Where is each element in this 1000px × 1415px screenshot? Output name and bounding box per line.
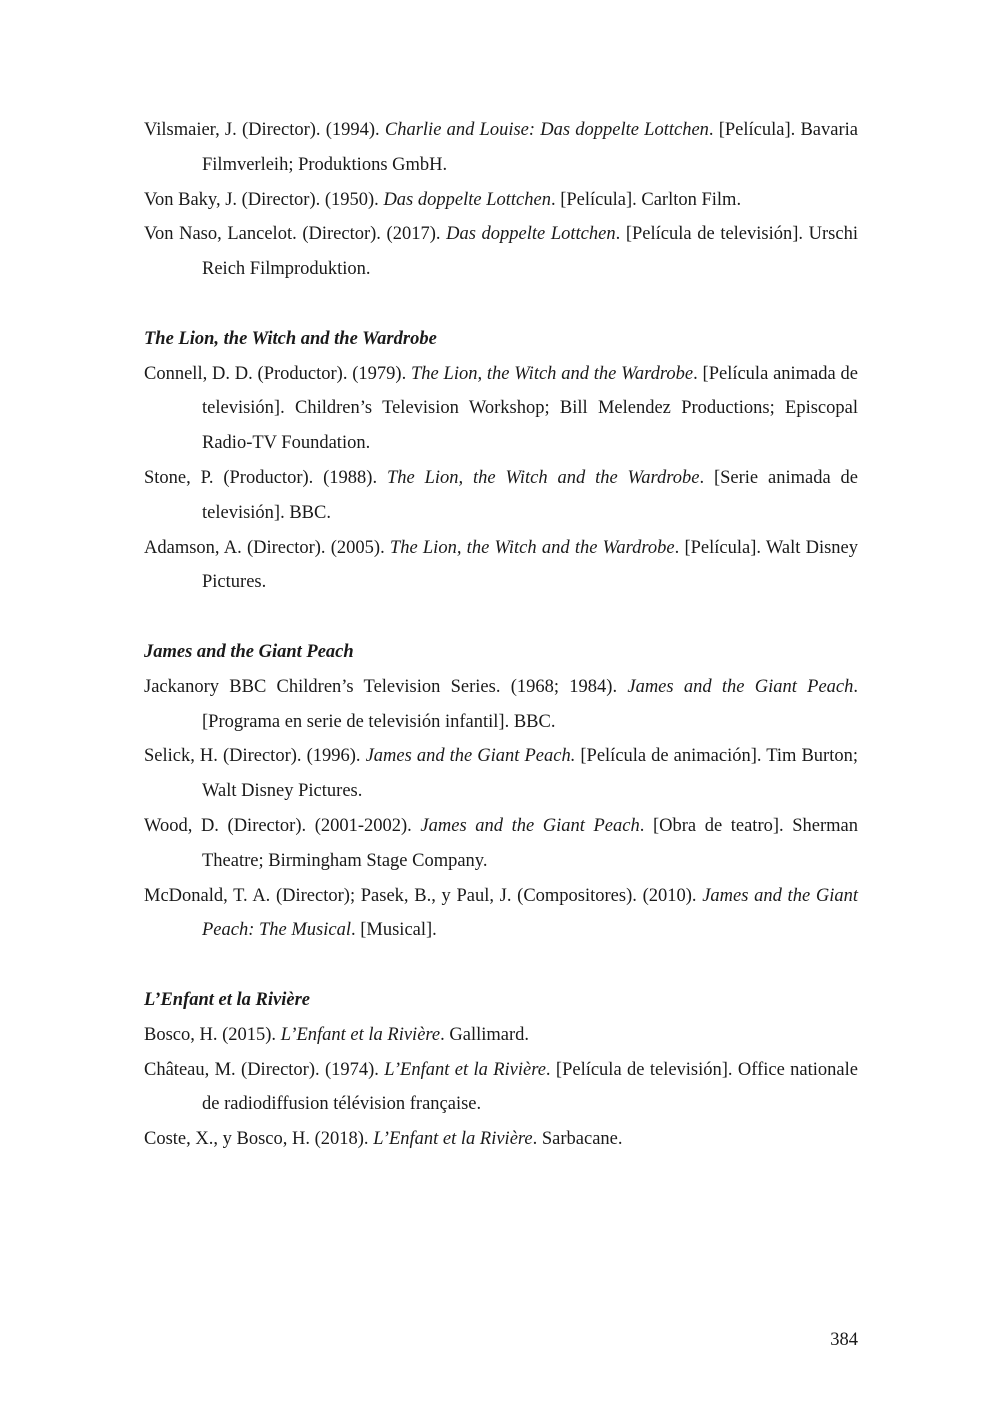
reference-entry: Vilsmaier, J. (Director). (1994). Charlie and Louise: Das doppelte Lottchen. [Película]. Bavaria Filmverleih; Produktions GmbH.	[144, 120, 858, 175]
section-lion-witch-wardrobe	[144, 322, 858, 600]
page-number: 384	[830, 1330, 858, 1350]
reference-entry: Connell, D. D. (Productor). (1979). The Lion, the Witch and the Wardrobe. [Película animada de televisión]. Children’s Television Workshop; Bill Melendez Productions; Episcopal Radio-TV Foundation.	[144, 363, 858, 454]
reference-entry: Jackanory BBC Children’s Television Series. (1968; 1984). James and the Giant Peach. [Programa en serie de televisión infantil]. BBC.	[144, 676, 858, 732]
reference-entry: Stone, P. (Productor). (1988). The Lion, the Witch and the Wardrobe. [Serie animada de televisión]. BBC.	[144, 467, 859, 523]
reference-entry: Adamson, A. (Director). (2005). The Lion, the Witch and the Wardrobe. [Película]. Walt Disney Pictures.	[144, 537, 858, 593]
section-james-giant-peach	[144, 635, 858, 948]
section-heading: The Lion, the Witch and the Wardrobe	[144, 328, 437, 349]
section-heading: James and the Giant Peach	[144, 641, 354, 662]
reference-entry: McDonald, T. A. (Director); Pasek, B., y Paul, J. (Compositores). (2010). James and the Giant Peach: The Musical. [Musical].	[144, 885, 858, 941]
section-das-doppelte-lottchen	[144, 113, 858, 287]
reference-entry: Wood, D. (Director). (2001-2002). James and the Giant Peach. [Obra de teatro]. Sherman Theatre; Birmingham Stage Company.	[144, 815, 858, 871]
section-enfant-et-la-riviere	[144, 983, 858, 1157]
reference-entry: Coste, X., y Bosco, H. (2018). L’Enfant et la Rivière. Sarbacane.	[144, 1129, 623, 1150]
reference-entry: Von Naso, Lancelot. (Director). (2017). Das doppelte Lottchen. [Película de televisión]. Urschi Reich Filmproduktion.	[144, 224, 858, 280]
reference-entry: Selick, H. (Director). (1996). James and the Giant Peach. [Película de animación]. Tim Burton; Walt Disney Pictures.	[144, 746, 858, 802]
bibliography-page	[144, 113, 858, 1157]
section-heading: L’Enfant et la Rivière	[144, 989, 310, 1010]
reference-entry: Château, M. (Director). (1974). L’Enfant et la Rivière. [Película de televisión]. Office nationale de radiodiffusion télévision française.	[144, 1059, 858, 1115]
reference-entry: Von Baky, J. (Director). (1950). Das doppelte Lottchen. [Película]. Carlton Film.	[144, 189, 742, 210]
reference-entry: Bosco, H. (2015). L’Enfant et la Rivière. Gallimard.	[144, 1024, 530, 1045]
